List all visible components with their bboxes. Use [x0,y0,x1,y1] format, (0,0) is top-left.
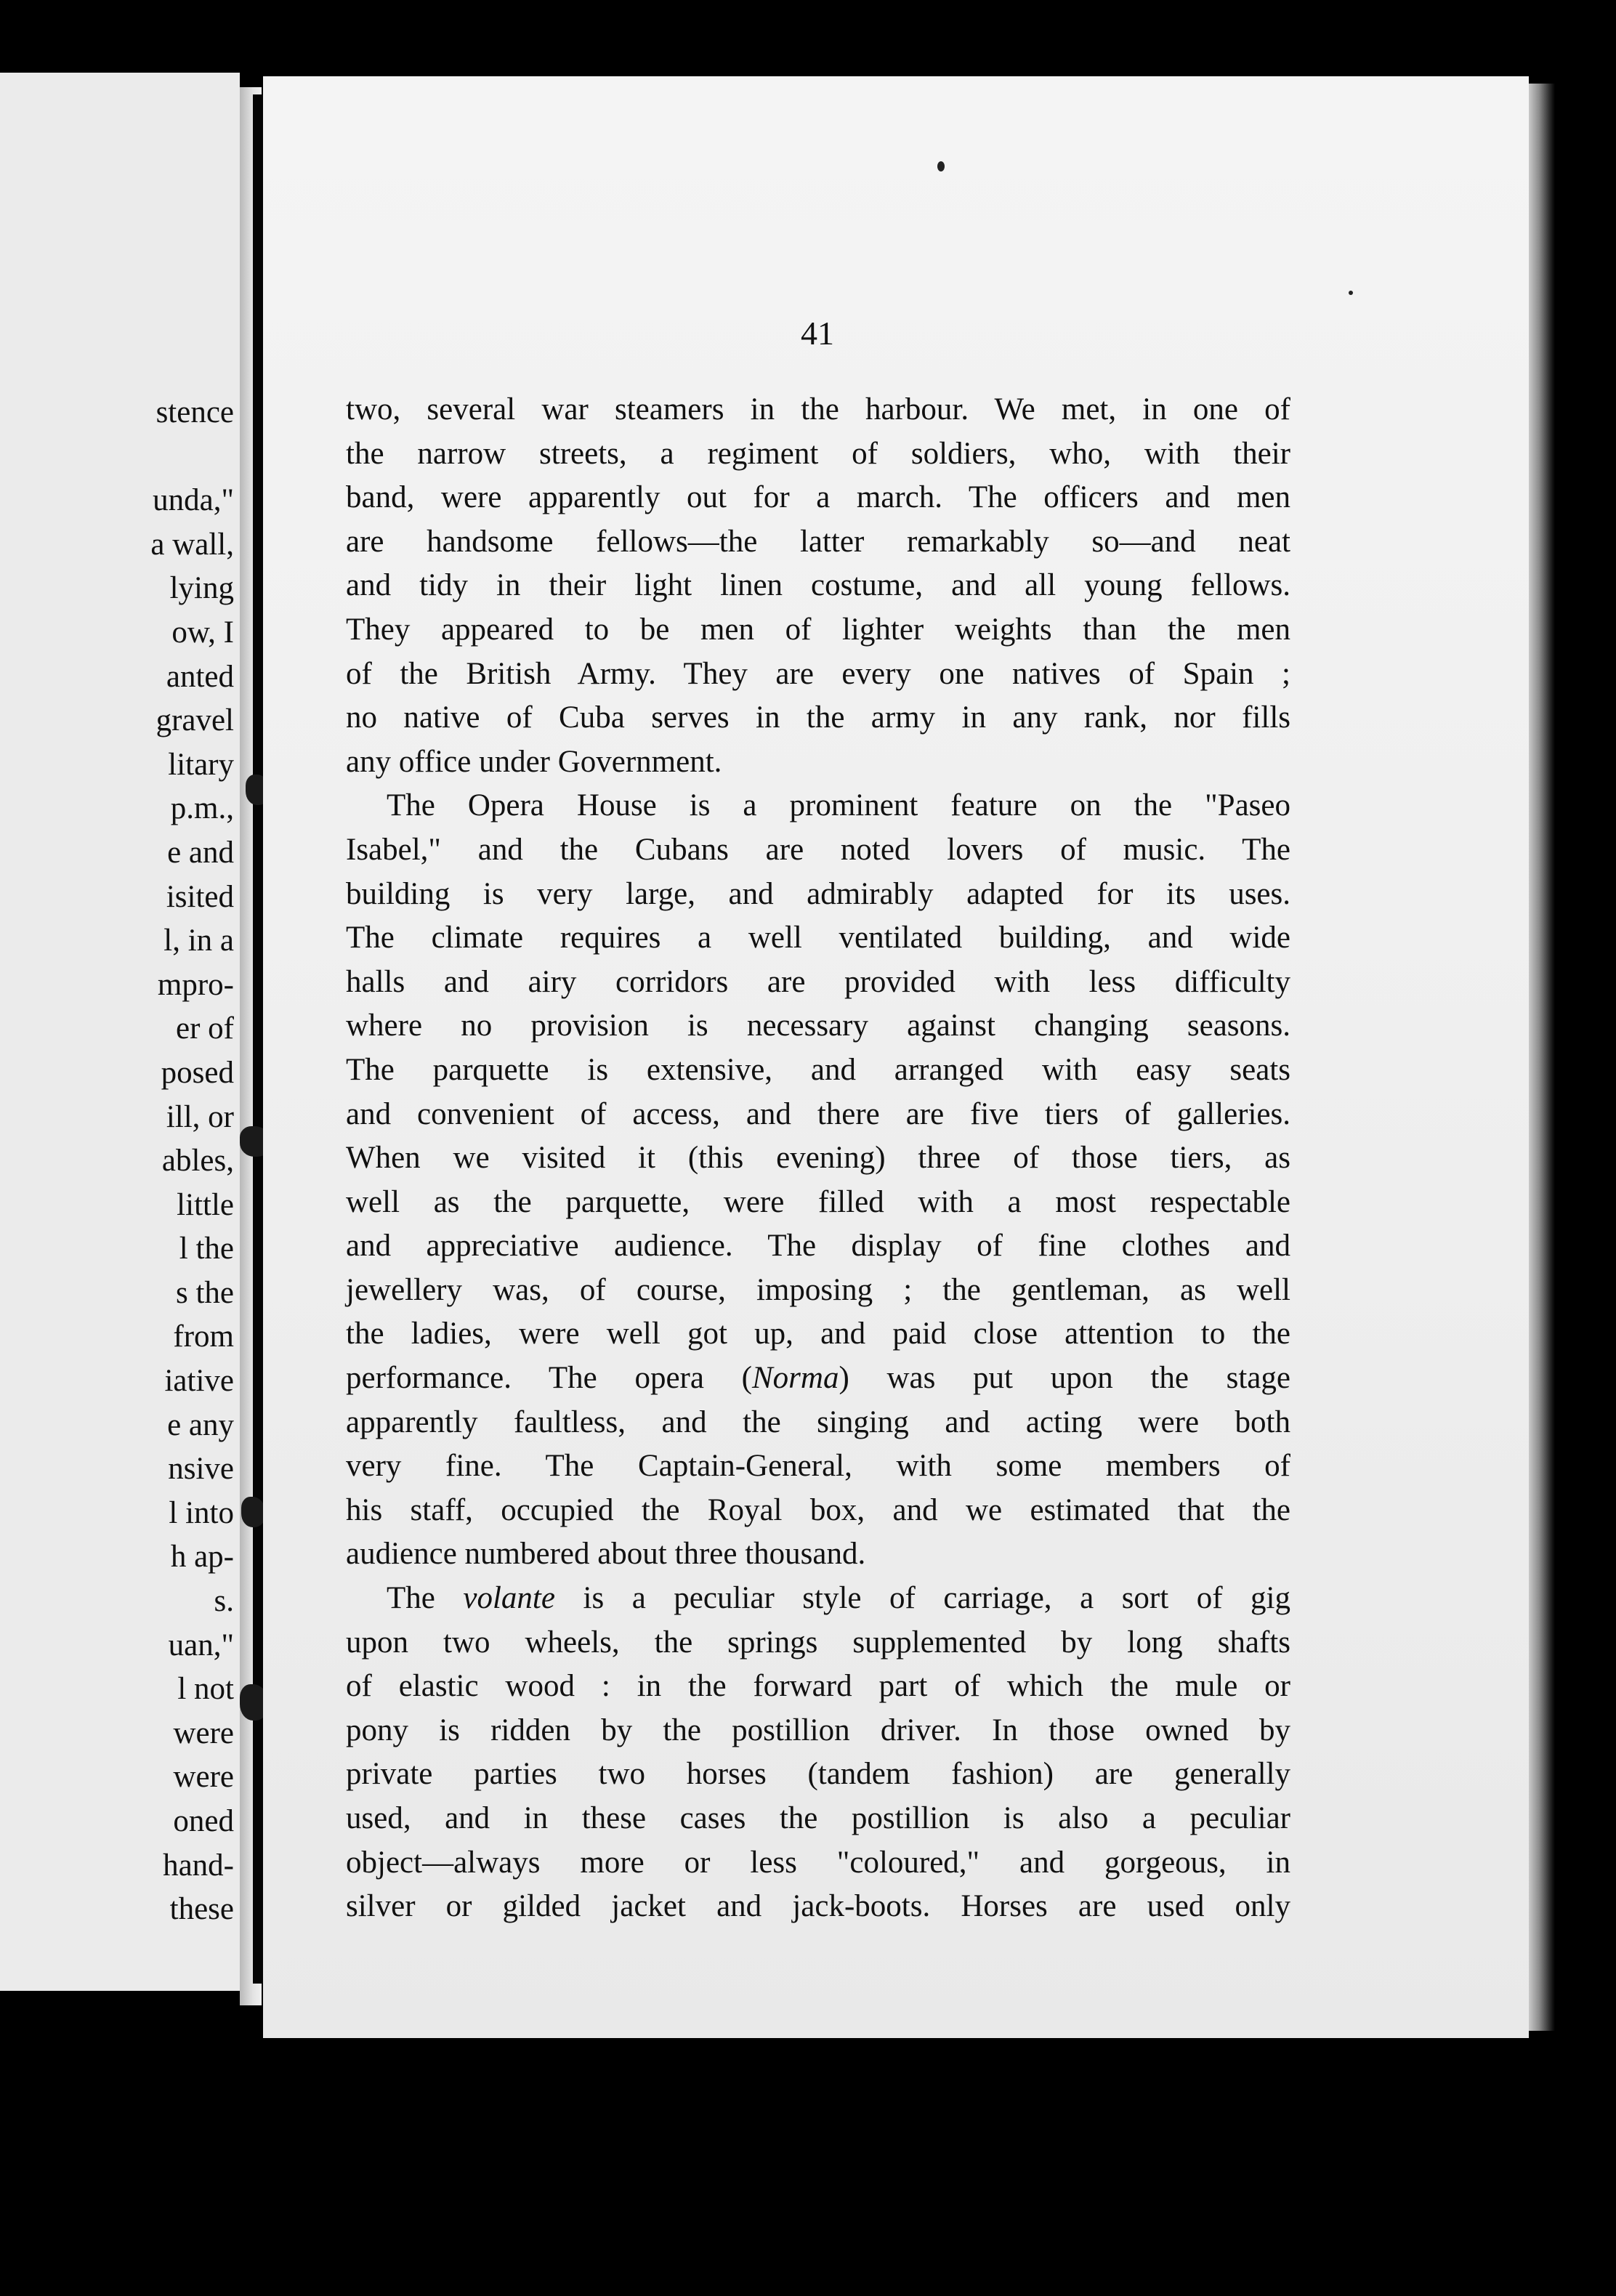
text-line [346,916,1290,961]
facing-page-text-fragments [150,391,234,1932]
text-segment: and convenient of access, and there are five tiers of galleries. [346,1096,1290,1131]
text-line [346,740,1290,785]
text-line [346,1312,1290,1357]
facing-page-line: mpro- [157,967,234,1002]
text-segment: performance. The opera ( [346,1361,752,1396]
page-body-text [346,388,1290,1929]
facing-page-line: l, in a [163,923,234,958]
text-line [346,1181,1290,1225]
text-segment: very fine. The Captain-General, with some members of [346,1449,1290,1484]
text-segment: two, several war steamers in the harbour. We met, in one of [346,392,1290,427]
facing-page-line: from [173,1319,234,1354]
text-line [346,652,1290,697]
text-segment: object—always more or less "coloured," and gorgeous, in [346,1845,1290,1880]
text-line [346,828,1290,873]
text-line [346,564,1290,608]
text-segment: and appreciative audience. The display of fine clothes and [346,1229,1290,1264]
text-line [346,1665,1290,1709]
facing-page-line: iative [164,1364,234,1399]
facing-page-line: stence [155,395,234,429]
text-segment: Isabel," and the Cubans are noted lovers of music. The [346,832,1290,867]
facing-page-line: l the [179,1232,234,1266]
text-segment: band, were apparently out for a march. The officers and men [346,480,1290,515]
facing-page-line: h ap- [170,1540,234,1575]
facing-page-line: ow, I [171,615,234,650]
text-segment: where no provision is necessary against changing seasons. [346,1008,1290,1043]
scan-speck [1349,291,1353,295]
facing-page-line: l into [169,1495,234,1530]
text-segment: The parquette is extensive, and arranged with easy seats [346,1052,1290,1087]
text-line [346,873,1290,917]
text-segment: They appeared to be men of lighter weights than the men [346,612,1290,647]
facing-page-line: p.m., [170,791,234,826]
text-segment: of the British Army. They are every one natives of Spain ; [346,656,1290,691]
text-line [346,476,1290,520]
text-segment: pony is ridden by the postillion driver. In those owned by [346,1713,1290,1747]
facing-page-line: gravel [155,703,234,738]
facing-page-line: these [169,1892,234,1927]
text-segment: silver or gilded jacket and jack-boots. Horses are used only [346,1889,1290,1924]
facing-page-line: uan," [168,1628,234,1662]
facing-page-line: s the [175,1275,234,1310]
text-line [346,1357,1290,1401]
text-line [346,1797,1290,1841]
text-line [346,1841,1290,1885]
text-segment: well as the parquette, were filled with a most respectable [346,1184,1290,1219]
facing-page-line: e any [167,1407,234,1442]
facing-page-line: unda," [153,483,234,518]
facing-page-line: posed [161,1055,234,1090]
facing-page-line: anted [166,659,234,694]
text-line [346,696,1290,740]
text-segment: jewellery was, of course, imposing ; the gentleman, as well [346,1272,1290,1307]
page-edge-shadow [1529,84,1555,2031]
text-segment: upon two wheels, the springs supplemented by long shafts [346,1625,1290,1660]
text-line [346,1709,1290,1753]
text-segment: private parties two horses (tandem fashion) are generally [346,1757,1290,1792]
facing-page-line: ill, or [166,1099,234,1134]
text-line [346,1532,1290,1577]
text-line [346,961,1290,1005]
facing-page-line: litary [168,747,234,782]
text-segment: audience numbered about three thousand. [346,1537,866,1572]
text-segment: used, and in these cases the postillion is also a peculiar [346,1801,1290,1835]
facing-page-line: isited [166,879,234,914]
text-line [346,1004,1290,1048]
text-segment: building is very large, and admirably adapted for its uses. [346,876,1290,911]
text-segment: halls and airy corridors are provided with less difficulty [346,964,1290,999]
italic-title: volante [463,1581,555,1616]
text-segment: The climate requires a well ventilated building, and wide [346,921,1290,955]
text-segment: the narrow streets, a regiment of soldiers, who, with their [346,436,1290,471]
facing-page-line: s. [214,1584,234,1619]
text-segment: The Opera House is a prominent feature on the "Paseo [387,788,1290,823]
text-segment: When we visited it (this evening) three of those tiers, as [346,1141,1290,1176]
text-segment: any office under Government. [346,744,722,779]
text-segment: no native of Cuba serves in the army in any rank, nor fills [346,700,1290,735]
text-line [346,1093,1290,1137]
text-segment: The [387,1581,464,1616]
text-line [346,520,1290,565]
facing-page-line: ables, [161,1144,234,1179]
page-number: 41 [801,315,834,352]
text-segment: are handsome fellows—the latter remarkably so—and neat [346,524,1290,559]
facing-page-line: nsive [168,1452,234,1487]
text-segment: is a peculiar style of carriage, a sort of gig [554,1581,1291,1616]
facing-page-line: er of [176,1011,234,1046]
text-line [346,432,1290,477]
text-line [346,1885,1290,1929]
facing-page-line: oned [173,1804,234,1838]
text-segment: and tidy in their light linen costume, and all young fellows. [346,568,1290,603]
facing-page-line: little [177,1187,234,1222]
text-segment: his staff, occupied the Royal box, and we estimated that the [346,1492,1290,1527]
facing-page-line [150,435,234,480]
text-line [346,1753,1290,1797]
facing-page-line: lying [169,571,234,606]
text-line [346,1577,1290,1621]
italic-title: Norma [751,1361,839,1396]
text-segment: of elastic wood : in the forward part of which the mule or [346,1669,1290,1704]
scan-speck [937,161,945,171]
text-segment: the ladies, were well got up, and paid close attention to the [346,1317,1290,1351]
text-line [346,1401,1290,1445]
text-line [346,1224,1290,1269]
text-line [346,608,1290,652]
facing-page-line: were [173,1715,234,1750]
text-line [346,1136,1290,1181]
facing-page-line: e and [167,835,234,870]
facing-page-line: l not [177,1672,234,1707]
text-line [346,784,1290,828]
binding-stitch [241,1497,266,1527]
facing-page-left [0,73,240,1991]
facing-page-line: hand- [163,1848,234,1883]
text-segment: ) was put upon the stage [839,1361,1290,1396]
facing-page-line: a wall, [150,527,234,562]
text-line [346,1048,1290,1093]
text-line [346,1621,1290,1665]
text-line [346,1489,1290,1533]
text-line [346,388,1290,432]
facing-page-line: were [173,1760,234,1795]
text-line [346,1444,1290,1489]
text-line [346,1269,1290,1313]
text-segment: apparently faultless, and the singing and acting were both [346,1404,1290,1439]
